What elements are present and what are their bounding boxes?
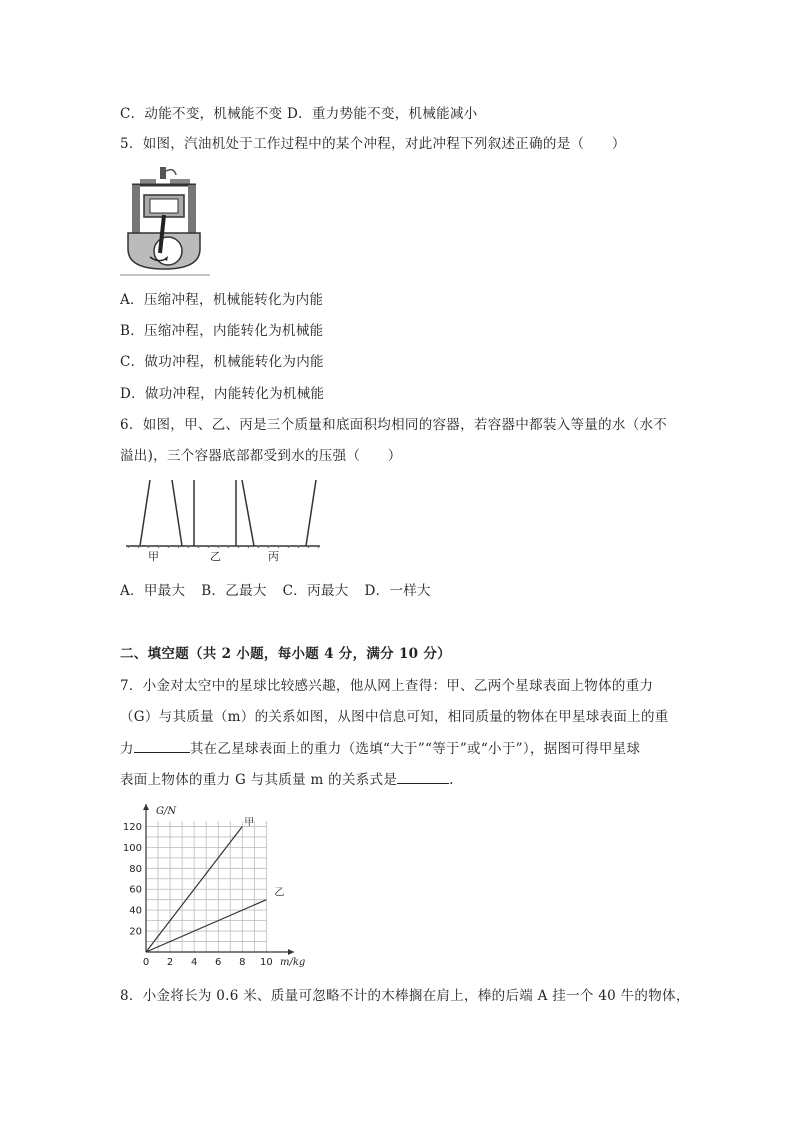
- x-tick-label: 4: [190, 957, 198, 968]
- container-bing-right: [306, 480, 316, 546]
- label-yi: 乙: [210, 550, 221, 563]
- q7-line4-a: 表面上物体的重力 G 与其质量 m 的关系式是: [120, 772, 398, 788]
- q6-stem-line1: 6．如图，甲、乙、丙是三个质量和底面积均相同的容器，若容器中都装入等量的水（水不: [120, 417, 668, 433]
- x-tick-label: 2: [166, 957, 174, 968]
- y-axis-arrow: [143, 804, 149, 810]
- q5-option-d: D．做功冲程，内能转化为机械能: [120, 386, 325, 402]
- x-tick-label: 0: [142, 957, 150, 968]
- q7-blank-2[interactable]: [397, 769, 449, 784]
- q6-option-a: A．甲最大: [120, 583, 186, 599]
- y-tick-label: 40: [129, 905, 142, 917]
- x-axis-label: m/kg: [280, 957, 306, 968]
- container-jia-left: [140, 480, 150, 546]
- q7-line4-b: .: [449, 772, 454, 788]
- y-tick-label: 80: [129, 863, 142, 875]
- q6-stem-line2: 溢出)，三个容器底部都受到水的压强（ ）: [120, 448, 402, 464]
- engine-diagram: [120, 165, 210, 277]
- x-tick-label: 6: [215, 957, 222, 968]
- chart-grid: [146, 821, 266, 952]
- y-tick-label: 60: [129, 884, 142, 896]
- container-jia-right: [172, 480, 182, 546]
- q4-options-cd: C．动能不变，机械能不变 D．重力势能不变，机械能减小: [120, 106, 478, 122]
- series-label-1: 乙: [274, 887, 285, 899]
- y-axis-label: G/N: [156, 806, 177, 817]
- q6-option-b: B．乙最大: [201, 583, 267, 599]
- series-label-0: 甲: [244, 817, 255, 829]
- q6-option-d: D．一样大: [364, 583, 431, 599]
- x-tick-label: 10: [260, 957, 273, 968]
- container-bing-left: [242, 480, 254, 546]
- q7-line3-a: 力: [120, 741, 134, 757]
- gravity-mass-chart: [118, 800, 323, 975]
- x-axis-arrow: [288, 949, 294, 955]
- q6-option-c: C．丙最大: [282, 583, 349, 599]
- q5-option-b: B．压缩冲程，内能转化为机械能: [120, 323, 324, 339]
- q7-line3: [120, 738, 640, 759]
- x-tick-label: 8: [239, 957, 246, 968]
- q7-line2: （G）与其质量（m）的关系如图，从图中信息可知，相同质量的物体在甲星球表面上的重: [120, 709, 669, 725]
- q7-line3-b: 其在乙星球表面上的重力（选填“大于”“等于”或“小于”），据图可得甲星球: [189, 741, 641, 757]
- q5-stem: 5．如图，汽油机处于工作过程中的某个冲程，对此冲程下列叙述正确的是（ ）: [120, 136, 626, 152]
- q7-line1: 7．小金对太空中的星球比较感兴趣，他从网上查得：甲、乙两个星球表面上物体的重力: [120, 678, 654, 694]
- containers-figure: [120, 478, 320, 564]
- q5-option-c: C．做功冲程，机械能转化为内能: [120, 354, 324, 370]
- y-tick-label: 20: [129, 926, 142, 938]
- q8-line1: 8．小金将长为 0.6 米、质量可忽略不计的木棒搁在肩上，棒的后端 A 挂一个 40 牛的物体，: [120, 988, 690, 1004]
- q7-line4: [120, 769, 454, 790]
- q6-options: [120, 581, 447, 601]
- y-tick-label: 120: [122, 821, 142, 833]
- q5-option-a: A．压缩冲程，机械能转化为内能: [120, 292, 324, 308]
- section2-title: 二、填空题（共 2 小题，每小题 4 分，满分 10 分）: [120, 646, 451, 662]
- label-jia: 甲: [148, 550, 159, 563]
- chart-ticks: [123, 822, 273, 968]
- q7-blank-1[interactable]: [134, 738, 190, 753]
- y-tick-label: 100: [122, 842, 142, 854]
- spark-plug: [160, 167, 166, 179]
- label-bing: 丙: [268, 550, 279, 563]
